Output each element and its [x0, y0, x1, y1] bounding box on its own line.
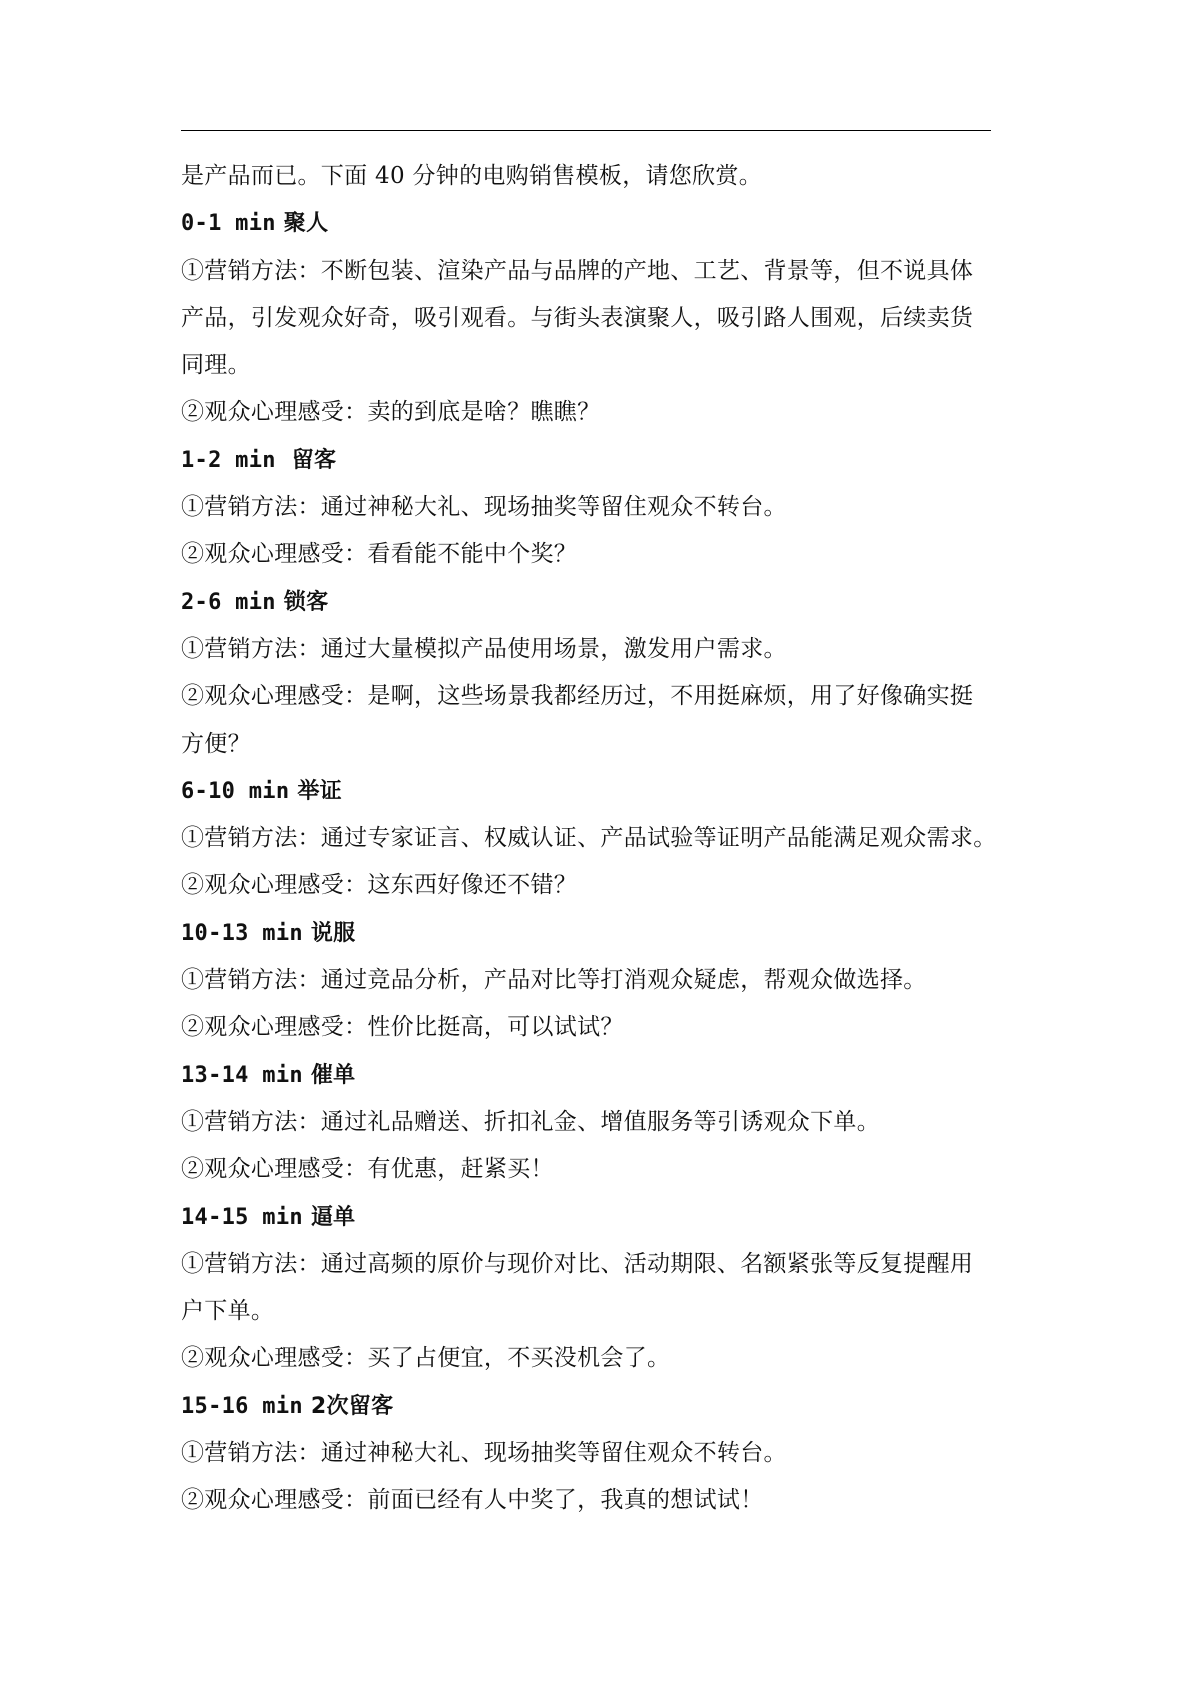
section-heading: [181, 1383, 1061, 1430]
section-time: 1-2 min: [181, 447, 276, 473]
section-title: 催单: [310, 1062, 356, 1088]
section-time: 13-14 min: [181, 1062, 303, 1088]
section-heading: [181, 437, 1061, 484]
section-time: 14-15 min: [181, 1204, 303, 1230]
body-line: ①营销方法：通过专家证言、权威认证、产品试验等证明产品能满足观众需求。: [181, 825, 997, 852]
header-rule: [181, 130, 991, 131]
section-heading: [181, 1194, 1061, 1241]
body-line: 同理。: [181, 352, 251, 379]
body-line: ②观众心理感受：是啊，这些场景我都经历过，不用挺麻烦，用了好像确实挺: [181, 683, 974, 710]
section-heading: [181, 579, 1061, 626]
body-line: ②观众心理感受：卖的到底是啥？瞧瞧？: [181, 399, 601, 426]
section-title: 留客: [291, 447, 337, 473]
section-time: 0-1 min: [181, 211, 276, 237]
body-line: 方便？: [181, 730, 251, 757]
section-heading: [181, 768, 1061, 815]
body-line: ②观众心理感受：性价比挺高，可以试试？: [181, 1014, 624, 1041]
body-line: ②观众心理感受：有优惠，赶紧买！: [181, 1156, 554, 1183]
section-title: 2次留客: [310, 1393, 394, 1419]
body-line: ①营销方法：通过高频的原价与现价对比、活动期限、名额紧张等反复提醒用: [181, 1250, 974, 1277]
section-title: 逼单: [310, 1204, 356, 1230]
body-line: ②观众心理感受：这东西好像还不错？: [181, 872, 578, 899]
body-line: 产品，引发观众好奇，吸引观看。与街头表演聚人，吸引路人围观，后续卖货: [181, 304, 974, 331]
document-body: [181, 153, 1061, 1525]
body-line: ①营销方法：通过竞品分析，产品对比等打消观众疑虑，帮观众做选择。: [181, 967, 927, 994]
section-title: 举证: [297, 778, 342, 804]
section-heading: [181, 200, 1061, 247]
body-line: ①营销方法：通过神秘大礼、现场抽奖等留住观众不转台。: [181, 494, 787, 521]
section-title: 锁客: [283, 589, 329, 615]
section-time: 2-6 min: [181, 589, 276, 615]
section-title: 聚人: [283, 211, 329, 237]
section-time: 10-13 min: [181, 920, 303, 946]
body-line: 户下单。: [181, 1298, 275, 1325]
body-line: ①营销方法：通过神秘大礼、现场抽奖等留住观众不转台。: [181, 1440, 787, 1467]
section-time: 15-16 min: [181, 1393, 303, 1419]
section-time: 6-10 min: [181, 778, 290, 804]
body-line: ①营销方法：通过礼品赠送、折扣礼金、增值服务等引诱观众下单。: [181, 1108, 880, 1135]
body-line: ②观众心理感受：看看能不能中个奖？: [181, 541, 578, 568]
body-line: ①营销方法：不断包装、渲染产品与品牌的产地、工艺、背景等，但不说具体: [181, 257, 974, 284]
intro-line: 是产品而已。下面 40 分钟的电购销售模板，请您欣赏。: [181, 163, 762, 189]
section-title: 说服: [310, 920, 356, 946]
body-line: ②观众心理感受：前面已经有人中奖了，我真的想试试！: [181, 1487, 764, 1514]
body-line: ②观众心理感受：买了占便宜，不买没机会了。: [181, 1345, 671, 1372]
section-heading: [181, 1052, 1061, 1099]
body-line: ①营销方法：通过大量模拟产品使用场景，激发用户需求。: [181, 635, 787, 662]
section-heading: [181, 910, 1061, 957]
